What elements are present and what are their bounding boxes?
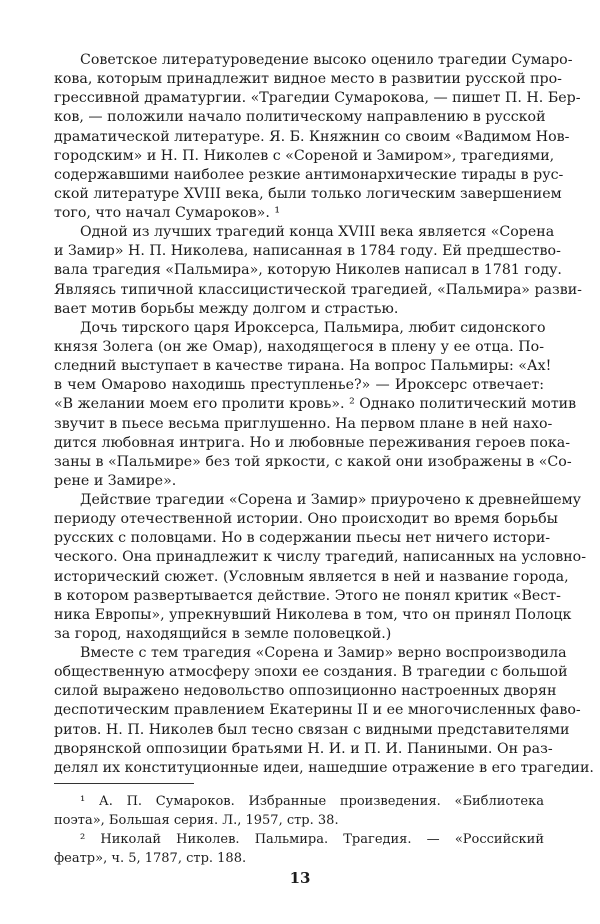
text-line: ритов. Н. П. Николев был тесно связан с видными представителями [54,721,570,738]
text-line: исторический сюжет. (Условным является в ней и название города, [54,568,569,585]
footnote-separator [54,783,194,784]
text-line: городским» и Н. П. Николев с «Сореной и Замиром», трагедиями, [54,147,555,164]
text-line: следний выступает в качестве тирана. На вопрос Пальмиры: «Ах! [54,358,552,375]
text-line: драматической литературе. Я. Б. Княжнин со своим «Вадимом Нов- [54,128,570,145]
text-line: вает мотив борьбы между долгом и страстью. [54,300,399,317]
text-line: ков, — положили начало политическому направлению в русской [54,109,546,126]
text-line: делял их конституционные идеи, нашедшие отражение в его трагедии. [54,759,594,776]
text-line: Являясь типичной классицистической трагедией, «Пальмира» разви- [54,281,582,298]
text-line: русских с половцами. Но в содержании пьесы нет ничего истори- [54,530,551,547]
footnote-line: ² Николай Николев. Пальмира. Трагедия. — «Российский [80,832,544,847]
text-line: дворянской оппозиции братьями Н. И. и П. И. Паниными. Он раз- [54,740,553,757]
text-line: Советское литературоведение высоко оценило трагедии Сумаро- [80,52,573,68]
text-line: Дочь тирского царя Ироксерса, Пальмира, любит сидонского [80,319,546,336]
text-line: заны в «Пальмире» без той яркости, с какой они изображены в «Со- [54,453,572,470]
page-number: 13 [289,869,311,887]
text-line: периоду отечественной истории. Оно происходит во время борьбы [54,511,558,528]
text-line: и Замир» Н. П. Николева, написанная в 1784 году. Ей предшество- [54,243,561,260]
text-line: звучит в пьесе весьма приглушенно. На первом плане в ней нахо- [54,415,553,432]
text-line: деспотическим правлением Екатерины II и ее многочисленных фаво- [54,702,581,719]
text-line: ника Европы», упрекнувший Николева в том, что он принял Полоцк [54,606,572,623]
text-line: в котором развертывается действие. Этого не понял критик «Вест- [54,587,561,604]
text-line: грессивной драматургии. «Трагедии Сумарокова, — пишет П. Н. Бер- [54,90,581,107]
text-line: «В желании моем его пролити кровь». ² Однако политический мотив [54,396,577,413]
text-line: Одной из лучших трагедий конца XVIII века является «Сорена [80,224,555,241]
text-line: силой выражено недовольство оппозиционно настроенных дворян [54,683,557,700]
text-line: в чем Омарово находишь преступленье?» — Ироксерс отвечает: [54,377,544,394]
text-line: князя Золега (он же Омар), находящегося в плену у ее отца. По- [54,338,544,355]
text-line: Вместе с тем трагедия «Сорена и Замир» верно воспроизводила [80,645,567,662]
text-line: за город, находящийся в земле половецкой.) [54,625,392,642]
text-line: кова, которым принадлежит видное место в развитии русской про- [54,71,562,88]
text-line: содержавшими наиболее резкие антимонархические тирады в рус- [54,166,564,183]
footnote-line: ¹ А. П. Сумароков. Избранные произведения. «Библиотека [80,794,544,809]
text-line: Действие трагедии «Сорена и Замир» приурочено к древнейшему [80,492,582,509]
footnote-line: феатр», ч. 5, 1787, стр. 188. [54,851,247,866]
text-line: ческого. Она принадлежит к числу трагедий, написанных на условно- [54,549,587,566]
text-line: вала трагедия «Пальмира», которую Николев написал в 1781 году. [54,262,562,279]
text-line: рене и Замире». [54,472,177,489]
text-line: дится любовная интрига. Но и любовные переживания героев пока- [54,434,571,451]
text-line: общественную атмосферу эпохи ее создания. В трагедии с большой [54,664,568,681]
text-line: того, что начал Сумароков». ¹ [54,205,281,222]
footnote-line: поэта», Большая серия. Л., 1957, стр. 38. [54,813,339,828]
text-line: ской литературе XVIII века, были только логическим завершением [54,185,562,202]
